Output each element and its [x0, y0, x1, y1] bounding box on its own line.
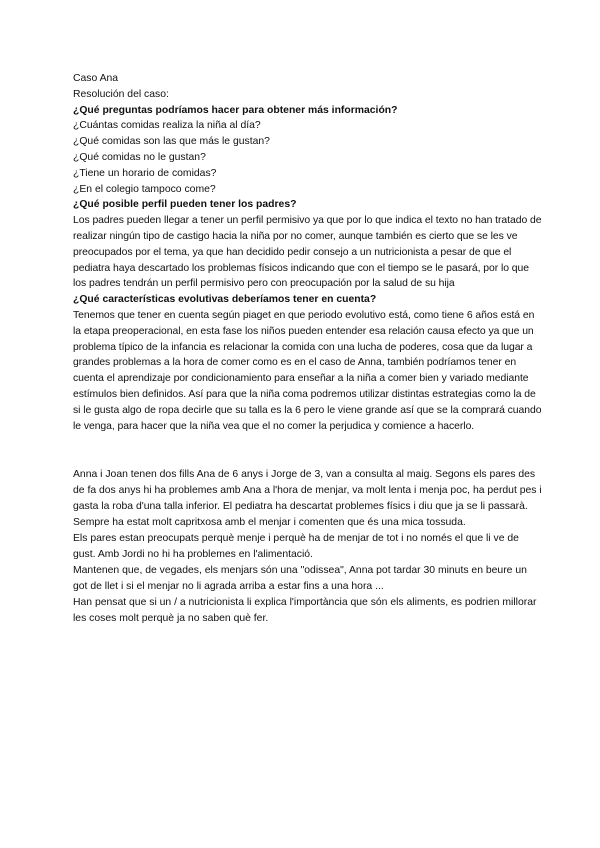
case-paragraph-2: Els pares estan preocupats perquè menje i perquè ha de menjar de tot i no només el que li ve de gust. Amb Jordi no hi ha problemes en l'alimentació. — [73, 533, 519, 560]
document-section-resolution — [73, 71, 543, 434]
question-item: ¿Cuántas comidas realiza la niña al día? — [73, 120, 261, 132]
answer-paragraph-3: Tenemos que tener en cuenta según piaget en que periodo evolutivo está, como tiene 6 años está en la etapa preoperacional, en esta fase los niños pueden entender esa relación causa efecto ya que un problema típico de la infancia es relacionar la comida con una lucha de poderes, cosa que da lugar a grandes problemas a la hora de comer como es en el caso de Anna, también podríamos tener en cuenta el aprendizaje por condicionamiento para enseñar a la niña a comer bien y variado mediante estímulos bien definidos. Así para que la niña coma podremos utilizar distintas estrategias como la de si le gusta algo de ropa decirle que su talla es la 6 pero le viene grande así que se la comprará cuando le venga, para hacer que la niña vea que el no comer la perjudica y comience a hacerlo. — [73, 309, 542, 432]
answer-paragraph-2: Los padres pueden llegar a tener un perfil permisivo ya que por lo que indica el texto no han tratado de realizar ningún tipo de castigo hacia la niña por no comer, aunque también es cierto que se les ve preocupados por el tema, ya que han decidido pedir consejo a un nutricionista a pesar de que el pediatra haya descartado los problemas físicos indicando que con el tiempo se le pasará, por lo que los padres tendrán un perfil permisivo pero con preocupación por la salud de su hija — [73, 215, 542, 290]
resolution-label: Resolución del caso: — [73, 88, 169, 100]
question-heading-1: ¿Qué preguntas podríamos hacer para obtener más información? — [73, 104, 398, 116]
case-paragraph-3: Mantenen que, de vegades, els menjars són una "odissea", Anna pot tardar 30 minuts en beure un got de llet i si el menjar no li agrada arriba a estar fins a una hora ... — [73, 565, 527, 592]
case-title: Caso Ana — [73, 73, 119, 84]
document-section-case-text — [73, 467, 543, 627]
question-item: ¿Tiene un horario de comidas? — [73, 167, 217, 179]
question-heading-2: ¿Qué posible perfil pueden tener los padres? — [73, 199, 297, 211]
question-heading-3: ¿Qué características evolutivas deberíamos tener en cuenta? — [73, 294, 377, 306]
case-paragraph-4: Han pensat que si un / a nutricionista li explica l'importància que són els aliments, es podrien millorar les coses molt perquè ja no saben què fer. — [73, 597, 537, 624]
question-item: ¿En el colegio tampoco come? — [73, 183, 216, 195]
case-paragraph-1: Anna i Joan tenen dos fills Ana de 6 anys i Jorge de 3, van a consulta al maig. Segons els pares des de fa dos anys hi ha problemes amb Ana a l'hora de menjar, va molt lenta i menja poc, ha perdut pes i gasta la roba d'una talla inferior. El pediatra ha descartat problemes físics i diu que ja se li passarà. Sempre ha estat molt capritxosa amb el menjar i comenten que és una mica tossuda. — [73, 469, 542, 528]
question-item: ¿Qué comidas son las que más le gustan? — [73, 136, 270, 148]
question-item: ¿Qué comidas no le gustan? — [73, 151, 206, 163]
